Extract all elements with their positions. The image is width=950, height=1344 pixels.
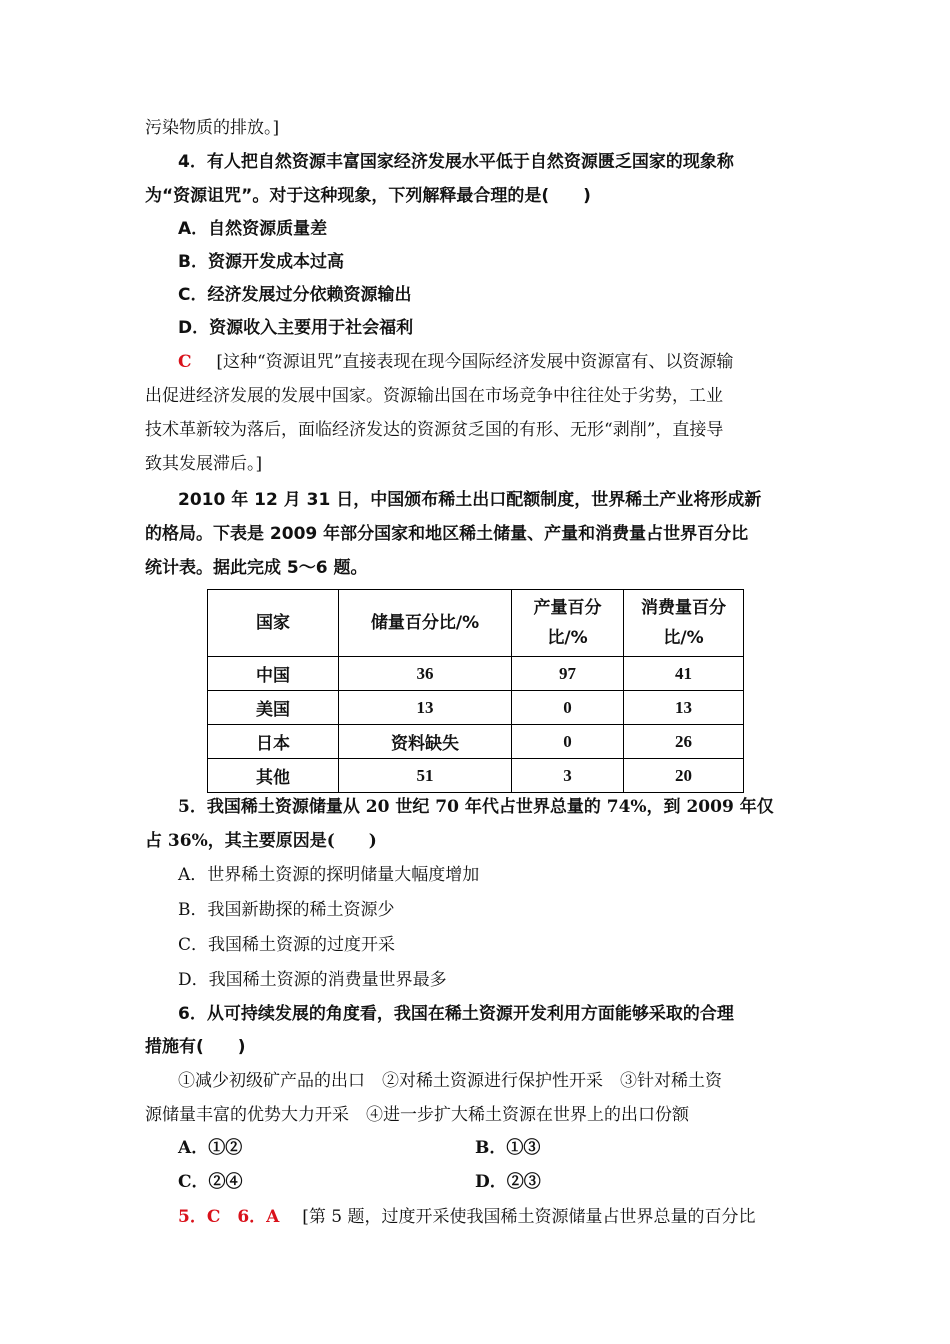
intro-text: 2010 年 12 月 31 日，中国颁布稀土出口配额制度，世界稀土产业将形成新 — [178, 490, 762, 510]
answer-4-explanation: [这种“资源诅咒”直接表现在现今国际经济发展中资源富有、以资源输 — [216, 352, 734, 372]
table-cell: 51 — [339, 759, 512, 793]
table-cell: 97 — [512, 657, 624, 691]
table-header-cell: 产量百分 比/% — [512, 590, 624, 657]
table-cell-country: 其他 — [208, 759, 339, 793]
table-header-cell: 国家 — [208, 590, 339, 657]
answer-4-explanation-cont: 技术革新较为落后，面临经济发达的资源贫乏国的有形、无形“剥削”，直接导 — [145, 420, 724, 440]
table-cell-country: 美国 — [208, 691, 339, 725]
question-4-option-a: A．自然资源质量差 — [178, 219, 328, 239]
question-5-option-b: B．我国新勘探的稀土资源少 — [178, 900, 395, 920]
table-cell: 3 — [512, 759, 624, 793]
table-row — [208, 691, 744, 725]
question-4-option-d: D．资源收入主要用于社会福利 — [178, 318, 414, 338]
question-6-choices: ①减少初级矿产品的出口 ②对稀土资源进行保护性开采 ③针对稀土资 — [178, 1071, 722, 1091]
answer-4 — [178, 350, 810, 374]
question-6-options-row-2 — [178, 1170, 810, 1194]
rare-earth-table — [207, 589, 744, 793]
table-cell: 26 — [624, 725, 744, 759]
table-cell: 20 — [624, 759, 744, 793]
table-cell: 0 — [512, 691, 624, 725]
table-row — [208, 725, 744, 759]
table-cell-country: 日本 — [208, 725, 339, 759]
question-6-options-row-1 — [178, 1136, 810, 1160]
table-cell: 13 — [339, 691, 512, 725]
table-row — [208, 759, 744, 793]
question-5-stem-cont: 占 36%，其主要原因是( ) — [145, 831, 377, 851]
table-cell: 0 — [512, 725, 624, 759]
question-6-stem-cont: 措施有( ) — [145, 1037, 246, 1057]
table-row — [208, 657, 744, 691]
question-6-stem: 6．从可持续发展的角度看，我国在稀土资源开发利用方面能够采取的合理 — [178, 1004, 734, 1024]
question-6-option-c: C．②④ — [178, 1172, 243, 1192]
question-4-stem-cont: 为“资源诅咒”。对于这种现象，下列解释最合理的是( ) — [145, 186, 591, 206]
table-header-row — [208, 590, 744, 657]
table-cell: 41 — [624, 657, 744, 691]
text-line: 污染物质的排放。] — [145, 118, 280, 138]
answer-4-letter: C — [178, 352, 192, 372]
table-cell: 13 — [624, 691, 744, 725]
answer-5-6-explanation: [第 5 题，过度开采使我国稀土资源储量占世界总量的百分比 — [302, 1207, 756, 1227]
answer-5-6-letters: 5．C 6．A — [178, 1207, 280, 1227]
question-4-option-c: C．经济发展过分依赖资源输出 — [178, 285, 412, 305]
question-5-option-d: D．我国稀土资源的消费量世界最多 — [178, 970, 447, 990]
answer-5-6 — [178, 1205, 810, 1229]
question-6-option-a: A．①② — [178, 1138, 243, 1158]
question-4-option-b: B．资源开发成本过高 — [178, 252, 344, 272]
intro-text-cont: 的格局。下表是 2009 年部分国家和地区稀土储量、产量和消费量占世界百分比 — [145, 524, 749, 544]
answer-4-explanation-cont: 出促进经济发展的发展中国家。资源输出国在市场竞争中往往处于劣势，工业 — [145, 386, 723, 406]
question-6-choices-cont: 源储量丰富的优势大力开采 ④进一步扩大稀土资源在世界上的出口份额 — [145, 1105, 689, 1125]
question-5-option-a: A．世界稀土资源的探明储量大幅度增加 — [178, 865, 480, 885]
question-6-option-b: B．①③ — [475, 1138, 541, 1158]
table-cell-country: 中国 — [208, 657, 339, 691]
table-header-cell: 储量百分比/% — [339, 590, 512, 657]
table-cell: 资料缺失 — [339, 725, 512, 759]
table-header-cell: 消费量百分 比/% — [624, 590, 744, 657]
table-cell: 36 — [339, 657, 512, 691]
question-4-stem: 4．有人把自然资源丰富国家经济发展水平低于自然资源匮乏国家的现象称 — [178, 152, 734, 172]
answer-4-explanation-cont: 致其发展滞后。] — [145, 454, 263, 474]
question-5-stem: 5．我国稀土资源储量从 20 世纪 70 年代占世界总量的 74%，到 2009 年仅 — [178, 797, 774, 817]
question-6-option-d: D．②③ — [475, 1172, 541, 1192]
question-5-option-c: C．我国稀土资源的过度开采 — [178, 935, 396, 955]
intro-text-cont: 统计表。据此完成 5～6 题。 — [145, 558, 368, 578]
